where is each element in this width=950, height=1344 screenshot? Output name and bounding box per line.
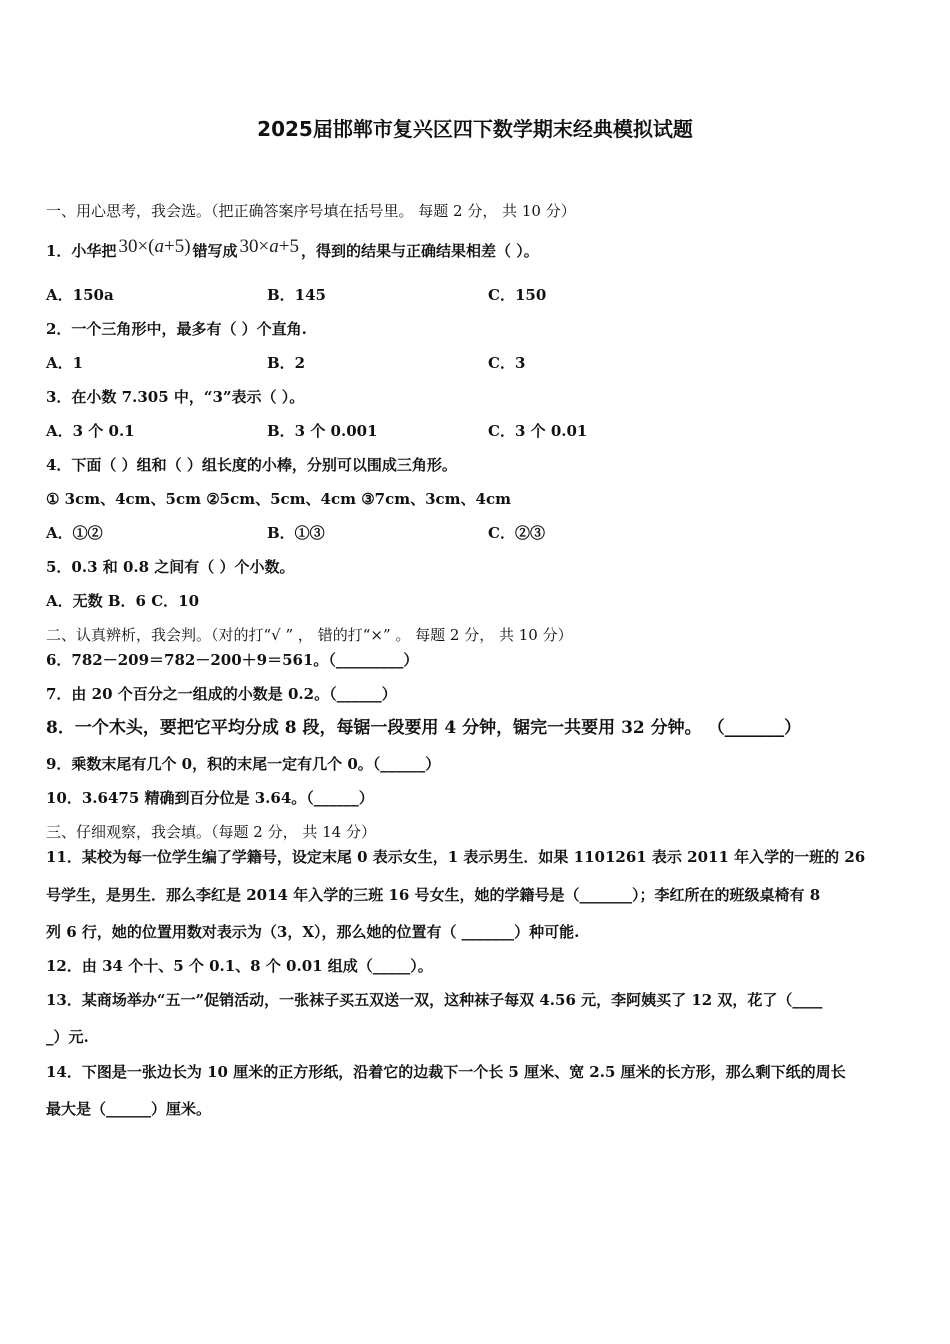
q3-option-b[interactable]: B．3 个 0.001	[267, 422, 378, 440]
q1-option-c[interactable]: C．150	[488, 286, 547, 304]
question-3: 3．在小数 7.305 中，“3”表示（ ）。	[46, 388, 305, 406]
section-2-heading: 二、认真辨析，我会判。（对的打“√ ” ， 错的打“×” 。 每题 2 分， 共 10 分）	[46, 626, 573, 644]
question-6: 6．782－209＝782－200＋9＝561。（_________）	[46, 651, 419, 669]
question-14-line-1: 14．下图是一张边长为 10 厘米的正方形纸，沿着它的边裁下一个长 5 厘米、宽 2.5 厘米的长方形，那么剩下纸的周长	[46, 1063, 846, 1081]
q1-expression-correct: 30×(a+5)	[118, 236, 191, 257]
q1-prefix: 1．小华把	[46, 242, 117, 260]
q1-option-a[interactable]: A．150a	[46, 286, 114, 304]
q1-expression-wrong: 30×a+5	[239, 236, 299, 257]
q4-stick-groups: ① 3cm、4cm、5cm ②5cm、5cm、4cm ③7cm、3cm、4cm	[46, 490, 511, 508]
section-3-heading: 三、仔细观察，我会填。（每题 2 分， 共 14 分）	[46, 823, 376, 841]
question-11-line-1: 11．某校为每一位学生编了学籍号，设定末尾 0 表示女生，1 表示男生．如果 1101261 表示 2011 年入学的一班的 26	[46, 848, 866, 866]
question-2: 2．一个三角形中，最多有（ ）个直角.	[46, 320, 307, 338]
q1-middle: 错写成	[192, 242, 238, 260]
q5-options[interactable]: A．无数 B．6 C．10	[46, 592, 200, 610]
q2-option-a[interactable]: A．1	[46, 354, 84, 372]
q2-option-c[interactable]: C．3	[488, 354, 526, 372]
q3-option-a[interactable]: A．3 个 0.1	[46, 422, 135, 440]
q4-option-a[interactable]: A．①②	[46, 524, 103, 542]
question-5: 5．0.3 和 0.8 之间有（ ）个小数。	[46, 558, 295, 576]
q4-option-b[interactable]: B．①③	[267, 524, 325, 542]
question-7: 7．由 20 个百分之一组成的小数是 0.2。（______）	[46, 685, 397, 703]
question-11-line-2: 号学生，是男生．那么李红是 2014 年入学的三班 16 号女生，她的学籍号是（_______）；李红所在的班级桌椅有 8	[46, 886, 821, 904]
question-8: 8．一个木头，要把它平均分成 8 段，每锯一段要用 4 分钟，锯完一共要用 32 分钟。 （_______）	[46, 718, 802, 738]
question-9: 9．乘数末尾有几个 0，积的末尾一定有几个 0。（______）	[46, 755, 441, 773]
q1-option-b[interactable]: B．145	[267, 286, 326, 304]
q4-option-c[interactable]: C．②③	[488, 524, 545, 542]
question-4: 4．下面（ ）组和（ ）组长度的小棒，分别可以围成三角形。	[46, 456, 457, 474]
q1-suffix: ，得到的结果与正确结果相差（ ）。	[300, 242, 539, 260]
section-1-heading: 一、用心思考，我会选。（把正确答案序号填在括号里。 每题 2 分， 共 10 分）	[46, 202, 576, 220]
question-14-line-2: 最大是（______）厘米。	[46, 1100, 212, 1118]
question-11-line-3: 列 6 行，她的位置用数对表示为（3，X），那么她的位置有（ _______）种可能.	[46, 923, 580, 941]
question-10: 10．3.6475 精确到百分位是 3.64。（______）	[46, 789, 374, 807]
q2-option-b[interactable]: B．2	[267, 354, 306, 372]
question-12: 12．由 34 个十、5 个 0.1、8 个 0.01 组成（_____）。	[46, 957, 433, 975]
q3-option-c[interactable]: C．3 个 0.01	[488, 422, 588, 440]
page-title: 2025届邯郸市复兴区四下数学期末经典模拟试题	[257, 117, 693, 141]
question-13-line-1: 13．某商场举办“五一”促销活动，一张袜子买五双送一双，这种袜子每双 4.56 元，李阿姨买了 12 双，花了（____	[46, 991, 823, 1009]
question-13-line-2: _）元.	[46, 1028, 89, 1046]
question-1	[46, 237, 539, 261]
